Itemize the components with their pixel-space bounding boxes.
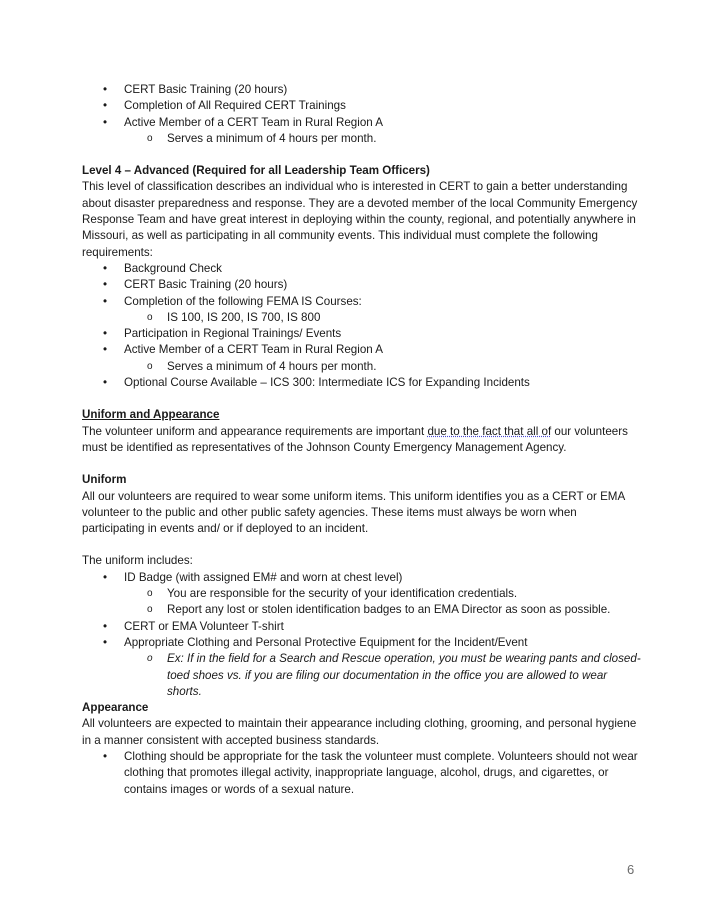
uniform-appearance-heading: Uniform and Appearance bbox=[82, 408, 220, 422]
list-item: • ID Badge (with assigned EM# and worn at chest level) o You are responsible for the security of your identification credentials. o Report any lost or stolen identification badges to an EMA Director as soon as possible. bbox=[82, 570, 642, 619]
list-item: • Completion of All Required CERT Trainings bbox=[82, 98, 642, 114]
list-item: • Optional Course Available – ICS 300: Intermediate ICS for Expanding Incidents bbox=[82, 375, 642, 391]
sub-list-item: o Ex: If in the field for a Search and Rescue operation, you must be wearing pants and closed-toed shoes vs. if you are filing our documentation in the office you are allowed to wear shorts. bbox=[82, 651, 642, 700]
list-item: • Appropriate Clothing and Personal Protective Equipment for the Incident/Event o Ex: If in the field for a Search and Rescue operation, you must be wearing pants and closed-toed shoes vs. if you are filing our documentation in the office you are allowed to wear shorts. bbox=[82, 635, 642, 700]
sub-list-item: o Serves a minimum of 4 hours per month. bbox=[82, 359, 642, 375]
spellcheck-squiggle: due to the fact that all of bbox=[427, 424, 552, 438]
level4-paragraph: This level of classification describes an individual who is interested in CERT to gain a better understanding about disaster preparedness and response. They are a devoted member of the local Community Emergency Response Team and have great interest in deploying within the county, regional, and potentially anywhere in Missouri, as well as participating in all community events. This individual must complete the following requirements: bbox=[82, 180, 638, 259]
document-page bbox=[82, 82, 642, 798]
list-item: • CERT or EMA Volunteer T-shirt bbox=[82, 619, 642, 635]
uniform-items-list bbox=[82, 570, 642, 700]
list-item: • Participation in Regional Trainings/ Events bbox=[82, 326, 642, 342]
sub-list-item: o You are responsible for the security of your identification credentials. bbox=[82, 586, 642, 602]
level4-heading: Level 4 – Advanced (Required for all Leadership Team Officers) bbox=[82, 164, 430, 178]
list-item: • Active Member of a CERT Team in Rural Region A o Serves a minimum of 4 hours per month. bbox=[82, 115, 642, 148]
requirements-list-top bbox=[82, 82, 642, 147]
page-number: 6 bbox=[627, 862, 635, 877]
list-item: • Active Member of a CERT Team in Rural Region A o Serves a minimum of 4 hours per month. bbox=[82, 342, 642, 375]
uniform-paragraph: All our volunteers are required to wear some uniform items. This uniform identifies you as a CERT or EMA volunteer to the public and other public safety agencies. These items must always be worn when participating in events and/ or if deployed to an incident. bbox=[82, 489, 625, 536]
sub-list-item: o Report any lost or stolen identification badges to an EMA Director as soon as possible. bbox=[82, 602, 642, 618]
list-item: • Completion of the following FEMA IS Courses: o IS 100, IS 200, IS 700, IS 800 bbox=[82, 294, 642, 327]
list-item: • CERT Basic Training (20 hours) bbox=[82, 277, 642, 293]
appearance-list bbox=[82, 749, 642, 798]
list-item: • Background Check bbox=[82, 261, 642, 277]
list-item: • Clothing should be appropriate for the task the volunteer must complete. Volunteers should not wear clothing that promotes illegal activity, inappropriate language, alcohol, drugs, and cigarettes, or contains images or words of a sexual nature. bbox=[82, 749, 642, 798]
sub-list-item: o Serves a minimum of 4 hours per month. bbox=[82, 131, 642, 147]
appearance-paragraph: All volunteers are expected to maintain their appearance including clothing, grooming, and personal hygiene in a manner consistent with accepted business standards. bbox=[82, 717, 637, 747]
uniform-includes-label: The uniform includes: bbox=[82, 554, 193, 568]
uniform-appearance-paragraph: The volunteer uniform and appearance requirements are important due to the fact that all of our volunteers must be identified as representatives of the Johnson County Emergency Management Agency. bbox=[82, 424, 628, 454]
sub-list-item: o IS 100, IS 200, IS 700, IS 800 bbox=[82, 310, 642, 326]
appearance-heading: Appearance bbox=[82, 701, 149, 715]
uniform-heading: Uniform bbox=[82, 473, 127, 487]
list-item: • CERT Basic Training (20 hours) bbox=[82, 82, 642, 98]
level4-requirements-list bbox=[82, 261, 642, 391]
